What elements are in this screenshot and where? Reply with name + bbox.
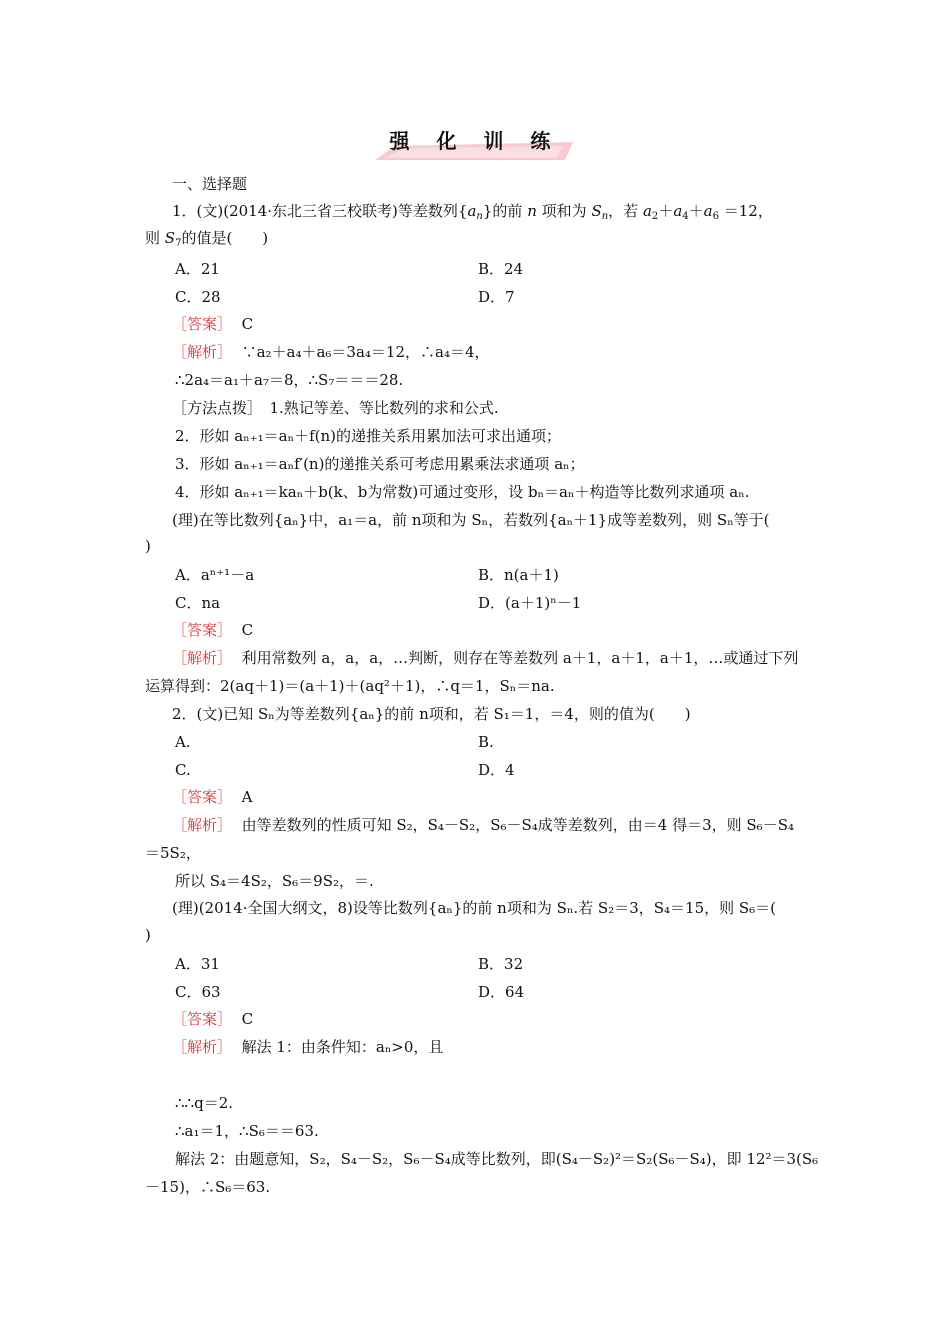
q1-li-option-d: D．(a＋1)ⁿ－1 <box>478 594 582 612</box>
analysis-tag: ［解析］ <box>172 816 233 834</box>
q2-wen-answer: ［答案］ A <box>172 788 253 806</box>
q1-wen-option-a: A．21 <box>175 260 220 278</box>
q1-li-stem-line2: ) <box>145 537 151 555</box>
section-heading: 一、选择题 <box>172 175 248 193</box>
q1-wen-analysis-1: ［解析］ ∵a₂＋a₄＋a₆＝3a₄＝12，∴a₄＝4， <box>172 343 490 361</box>
q1-wen-option-b: B．24 <box>478 260 524 278</box>
q2-wen-option-b: B. <box>478 733 494 751</box>
q2-li-option-a: A．31 <box>175 955 220 973</box>
q1-li-analysis-1: ［解析］ 利用常数列 a，a，a，…判断，则存在等差数列 a＋1，a＋1，a＋1，…或通过下列 <box>172 649 799 667</box>
analysis-tag: ［解析］ <box>172 649 233 667</box>
q2-wen-option-c: C. <box>175 761 191 779</box>
answer-tag: ［答案］ <box>172 788 233 806</box>
method-tip-3: 3．形如 aₙ₊₁＝aₙf′(n)的递推关系可考虑用累乘法求通项 aₙ； <box>175 455 585 473</box>
q2-wen-option-a: A. <box>175 733 191 751</box>
q2-wen-option-d: D．4 <box>478 761 515 779</box>
q2-li-option-c: C．63 <box>175 983 221 1001</box>
q1-li-option-b: B．n(a＋1) <box>478 566 559 584</box>
q1-wen-option-c: C．28 <box>175 288 221 306</box>
q2-wen-analysis-3: 所以 S₄＝4S₂，S₆＝9S₂，＝. <box>175 872 374 890</box>
q1-li-option-a: A．aⁿ⁺¹－a <box>175 566 255 584</box>
answer-tag: ［答案］ <box>172 621 233 639</box>
q2-li-answer: ［答案］ C <box>172 1010 254 1028</box>
q2-li-method2-1: 解法 2：由题意知，S₂，S₄－S₂，S₆－S₄成等比数列，即(S₄－S₂)²＝S₂(S₆－S₄)，即 12²＝3(S₆ <box>175 1150 819 1168</box>
answer-tag: ［答案］ <box>172 315 233 333</box>
q1-wen-stem-line2: 则 $S_7$的值是( ) <box>145 229 269 249</box>
analysis-tag: ［解析］ <box>172 1038 233 1056</box>
q2-li-method2-2: －15)，∴S₆＝63. <box>145 1178 271 1196</box>
q2-li-stem: (理)(2014·全国大纲文，8)设等比数列{aₙ}的前 n项和为 Sₙ.若 S₂＝3，S₄＝15，则 S₆＝( <box>172 899 777 917</box>
q2-li-line-q: ∴∴q＝2. <box>175 1094 234 1112</box>
q1-li-answer: ［答案］ C <box>172 621 254 639</box>
q2-li-option-b: B．32 <box>478 955 524 973</box>
method-tip-1: ［方法点拨］ 1.熟记等差、等比数列的求和公式. <box>172 399 499 417</box>
q2-li-option-d: D．64 <box>478 983 525 1001</box>
q2-li-stem-line2: ) <box>145 926 151 944</box>
q2-wen-analysis-2: ＝5S₂， <box>145 844 201 862</box>
q1-wen-analysis-2: ∴2a₄＝a₁＋a₇＝8，∴S₇＝＝＝28. <box>175 371 404 389</box>
page-title: 强 化 训 练 <box>389 129 561 153</box>
q1-li-option-c: C．na <box>175 594 221 612</box>
q1-wen-stem: 1．(文)(2014·东北三省三校联考)等差数列$\{a_n\}$的前 n 项和为 $S_n$，若 $a_2+a_4+a_6 =12$， <box>172 202 773 222</box>
q2-li-analysis-1: ［解析］ 解法 1：由条件知：aₙ>0，且 <box>172 1038 444 1056</box>
q2-li-line-s6: ∴a₁＝1，∴S₆＝＝63. <box>175 1122 319 1140</box>
method-tip-2: 2．形如 aₙ₊₁＝aₙ＋f(n)的递推关系用累加法可求出通项； <box>175 427 562 445</box>
q2-wen-analysis-1: ［解析］ 由等差数列的性质可知 S₂，S₄－S₂，S₆－S₄成等差数列，由＝4 得＝3，则 S₆－S₄ <box>172 816 794 834</box>
q1-li-stem: (理)在等比数列{aₙ}中，a₁＝a，前 n项和为 Sₙ，若数列{aₙ＋1}成等差数列，则 Sₙ等于( <box>172 511 770 529</box>
q2-wen-stem: 2．(文)已知 Sₙ为等差数列{aₙ}的前 n项和，若 S₁＝1，＝4，则的值为( ) <box>172 705 691 723</box>
answer-tag: ［答案］ <box>172 1010 233 1028</box>
analysis-tag: ［解析］ <box>172 343 233 361</box>
q1-wen-answer: ［答案］ C <box>172 315 254 333</box>
method-tip-4: 4．形如 aₙ₊₁＝kaₙ＋b(k、b为常数)可通过变形，设 bₙ＝aₙ＋构造等比数列求通项 aₙ. <box>175 483 750 501</box>
q1-li-analysis-2: 运算得到：2(aq＋1)＝(a＋1)＋(aq²＋1)，∴q＝1，Sₙ＝na. <box>145 677 555 695</box>
q1-wen-option-d: D．7 <box>478 288 515 306</box>
page-title-wrap <box>0 125 950 154</box>
